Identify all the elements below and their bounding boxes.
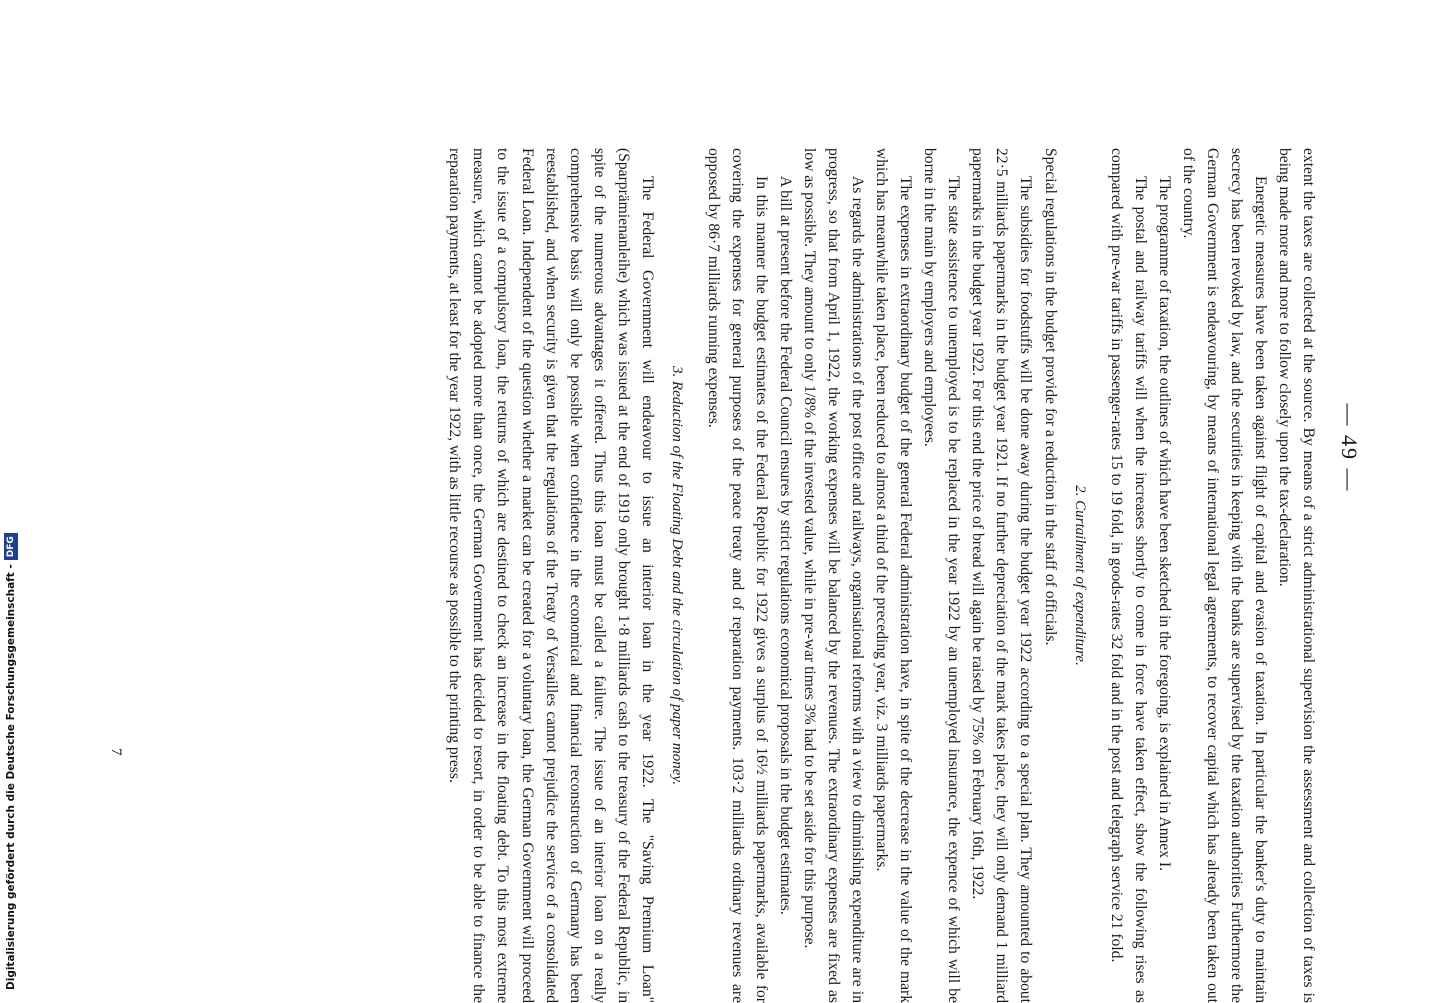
page-number-header: — 49 — <box>1337 403 1362 493</box>
page-body <box>442 148 1320 1003</box>
digitization-credit <box>4 533 18 990</box>
paragraph: As regards the administrations of the post office and railways, organisational reforms with a view to diminishing expenditure are in progress, so that from April 1, 1922, the working expenses will be balanced by the revenues. The extraordinary expenses are fixed as low as possible. They amount to only 1/8% of the invested value, while in pre-war times 3% had to be set aside for this purpose. <box>801 148 867 1003</box>
paragraph: The state assistence to unemployed is to be replaced in the year 1922 by an unemployed insurance, the expence of which will be borne in the main by employers and employees. <box>921 148 963 1003</box>
paragraph: The Federal Government will endeavour to issue an interior loan in the year 1922. The "Saving Premium Loan" (Sparprämienanleihe) which was issued at the end of 1919 only brought 1·8 milliards cash to the treasury of the Federal Republic, in spite of the numerous advantages it offered. Thus this loan must be called a failure. The issue of an interior loan on a really comprehensive basis will only be possible when confidence in the economical and financial reconstruction of Germany has been reestablished, and when security is given that the regulations of the Treaty of Versailles cannot prejudice the service of a consolidated Federal Loan. Independent of the question whether a market can be created for a voluntary loan, the German Government will proceed to the issue of a compulsory loan, the returns of which are destined to check an increase in the floating debt. To this most extreme measure, which cannot be adopted more than once, the German Government has decided to resort, in order to be able to finance the reparation payments, at least for the year 1922, with as little recourse as possible to the printing press. <box>446 148 656 1003</box>
paragraph: A bill at present before the Federal Council ensures by strict regulations economical proposals in the budget estimates. <box>777 176 795 915</box>
section-heading: 2. Curtailment of expenditure. <box>1071 485 1088 666</box>
signature-mark: 7 <box>108 748 124 756</box>
paragraph: Special regulations in the budget provide for a reduction in the staff of officials. <box>1041 148 1059 646</box>
scanned-page <box>106 148 1362 1003</box>
section-heading: 3. Reduction of the Floating Debt and the circulation of paper money. <box>668 366 685 785</box>
dfg-logo: DFG <box>4 533 18 560</box>
paragraph: The postal and railway tariffs will when the increases shortly to come in force have taken effect, show the following rises as compared with pre-war tariffs in passenger-rates 15 to 19 fold, in goods-rates 32 fold and in the post and telegraph service 21 fold. <box>1107 148 1149 1003</box>
credit-text: Digitalisierung gefördert durch die Deutsche Forschungsgemeinschaft - <box>5 564 17 990</box>
paragraph: extent the taxes are collected at the source. By means of a strict administrational supervision the assessment and collection of taxes is being made more and more to follow closely upon the tax-declaration. <box>1275 148 1317 1003</box>
paragraph: In this manner the budget estimates of the Federal Republic for 1922 gives a surplus of 16½ milliards papermarks, available for covering the expenses for general purposes of the peace treaty and of reparation payments. 103·2 milliards ordinary revenues are opposed by 86·7 milliards running expenses. <box>704 148 770 1003</box>
paragraph: The subsidies for foodstuffs will be done away during the budget year 1922 according to a special plan. They amounted to about 22·5 milliards papermarks in the budget year 1921. If no further depreciation of the mark takes place, they will only demand 1 milliard papermarks in the budget year 1922. For this end the price of bread will again be raised by 75% on February 16th, 1922. <box>969 148 1035 1003</box>
paragraph: The expenses in extraordinary budget of the general Federal administration have, in spite of the decrease in the value of the mark which has meanwhile taken place, been reduced to almost a third of the preceding year, viz. 3 milliards papermarks. <box>873 148 915 1003</box>
paragraph: Energetic measures have been taken against flight of capital and evasion of taxation. In particular the banker's duty to maintain secrecy has been revoked by law, and the securities in keeping with the banks are supervised by the taxation authorities Furthermore the German Government is endeavouring, by means of international legal agreements, to recover capital which has already been taken out of the country. <box>1179 148 1269 1003</box>
paragraph: The programme of taxation, the outlines of which have been sketched in the foregoing, is explained in Annex I. <box>1155 176 1173 872</box>
